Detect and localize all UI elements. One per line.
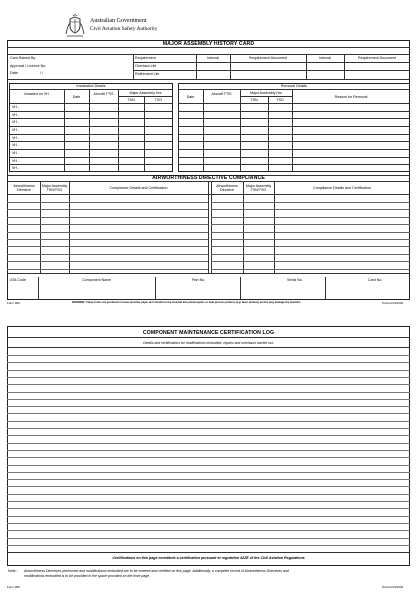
vh-row-label: VH - xyxy=(12,112,20,117)
log-ruled-line xyxy=(7,399,410,400)
part-no-label: Part No. xyxy=(192,278,206,282)
interval-label-1: Interval xyxy=(207,56,219,60)
vh-row-label: VH - xyxy=(12,158,20,163)
ad-row-divider xyxy=(211,239,410,240)
ad-row-divider xyxy=(7,261,208,262)
log-ruled-line xyxy=(7,355,410,356)
removal-details-label: Removal Details xyxy=(280,84,308,88)
log-ruled-line xyxy=(7,465,410,466)
card-raised-by-label: Card Raised By: xyxy=(10,56,37,60)
ad-row-divider xyxy=(7,232,208,233)
ad-compliance-title: AIRWORTHINESS DIRECTIVE COMPLIANCE xyxy=(152,174,265,181)
gov-logo xyxy=(64,14,174,40)
ad-row-divider xyxy=(7,239,208,240)
vh-row-label: VH - xyxy=(12,127,20,132)
commonwealth-coat-of-arms-icon xyxy=(64,14,86,38)
date-label: Date: xyxy=(10,71,19,75)
requirement-document-label-2: Requirement Document xyxy=(358,56,396,60)
log-ruled-line xyxy=(7,392,410,393)
ad-row-divider xyxy=(211,217,410,218)
agency-name: Civil Aviation Safety Authority xyxy=(90,26,158,32)
compliance-details-header-right: Compliance Details and Certification xyxy=(313,186,371,190)
removal-tsn-header: TSN xyxy=(250,98,258,102)
vh-row-divider xyxy=(178,111,410,112)
vh-row-divider xyxy=(9,141,173,142)
note-text-line-1: Airworthiness Directives performed and modifications embodied are to be entered and certified on this page. Additionally, a complete record of Airworthiness Directives and xyxy=(24,569,289,573)
component-name-label: Component Name xyxy=(82,278,112,282)
reason-for-removal-header: Reason for Removal xyxy=(334,95,368,99)
vh-row-divider xyxy=(9,134,173,135)
requirement-label: Requirement xyxy=(135,56,156,60)
approval-licence-label: Approval / Licence No: xyxy=(10,64,47,68)
ad-row-divider xyxy=(7,224,208,225)
log-ruled-line xyxy=(7,472,410,473)
overhaul-life-label: Overhaul Life xyxy=(135,64,157,68)
date-slashes: / / xyxy=(40,71,43,75)
vh-row-divider xyxy=(178,164,410,165)
log-ruled-line xyxy=(7,443,410,444)
warning-text: WARNING: These forms are produced on heat sensitive paper and should not be inserted into photocopiers or heat process printers (e.g. laser printers) as this may damage the machine xyxy=(72,301,301,304)
log-ruled-line xyxy=(7,479,410,480)
ad-row-divider xyxy=(211,232,410,233)
ad-row-divider xyxy=(7,246,208,247)
log-ruled-line xyxy=(7,457,410,458)
log-ruled-line xyxy=(7,362,410,363)
vh-row-divider xyxy=(9,149,173,150)
log-ruled-line xyxy=(7,450,410,451)
log-subtitle: Details and certifications for modifications embodied, repairs and overhauls carried out. xyxy=(143,341,274,345)
ad-row-divider xyxy=(211,254,410,255)
log-ruled-line xyxy=(7,545,410,546)
removal-ma-hrs-header: Major Assembly Hrs xyxy=(250,91,282,95)
log-ruled-line xyxy=(7,494,410,495)
log-ruled-line xyxy=(7,530,410,531)
installed-on-vh-header: Installed on VH xyxy=(24,92,49,96)
log-ruled-line xyxy=(7,435,410,436)
ad-header-left: Airworthiness Directive xyxy=(13,184,35,193)
ma-tsn-tso-header-left: Major Assembly TSN/TSO xyxy=(41,184,68,193)
log-ruled-line xyxy=(7,428,410,429)
certification-statement: Certifications on this page constitute a certification pursuant to regulation 42ZE of the Civil Aviation Regulations xyxy=(112,556,305,560)
ad-row-divider xyxy=(7,254,208,255)
back-form-number: Form 909 xyxy=(7,585,20,589)
note-label: Note: xyxy=(8,569,17,573)
install-tso-header: TSO xyxy=(154,98,163,102)
back-printed-date: Printed 04/2002 xyxy=(382,585,404,589)
log-ruled-line xyxy=(7,486,410,487)
note-text-line-2: modifications embodied is to be provided in the space provided on the front page. xyxy=(24,574,151,578)
ad-row-divider xyxy=(7,202,208,203)
log-ruled-line xyxy=(7,421,410,422)
vh-row-divider xyxy=(178,141,410,142)
vh-row-divider xyxy=(9,164,173,165)
ad-row-divider xyxy=(211,269,410,270)
ad-row-divider xyxy=(211,224,410,225)
install-aircraft-tis-header: Aircraft TTIS xyxy=(93,92,114,96)
log-ruled-line xyxy=(7,538,410,539)
ma-tsn-tso-header-right: Major Assembly TSN/TSO xyxy=(245,184,272,193)
vh-row-divider xyxy=(9,118,173,119)
vh-row-divider xyxy=(178,118,410,119)
log-ruled-line xyxy=(7,384,410,385)
log-ruled-line xyxy=(7,413,410,414)
ad-header-right: Airworthiness Directive xyxy=(216,184,238,193)
serial-no-label: Serial No. xyxy=(287,278,303,282)
ad-row-divider xyxy=(211,202,410,203)
ad-row-divider xyxy=(211,246,410,247)
ata-code-label: ATA Code xyxy=(10,278,26,282)
front-printed-date: Printed 04/2002 xyxy=(382,301,404,305)
vh-row-divider xyxy=(178,149,410,150)
vh-row-label: VH - xyxy=(12,143,20,148)
form-title: MAJOR ASSEMBLY HISTORY CARD xyxy=(162,40,255,47)
log-ruled-line xyxy=(7,501,410,502)
vh-row-label: VH - xyxy=(12,166,20,171)
ad-row-divider xyxy=(7,209,208,210)
ad-row-divider xyxy=(211,209,410,210)
ad-row-divider xyxy=(7,217,208,218)
installation-details-label: Installation Details xyxy=(76,84,106,88)
vh-row-divider xyxy=(178,126,410,127)
removal-date-header: Date xyxy=(186,95,195,99)
log-ruled-line xyxy=(7,508,410,509)
requirement-document-label-1: Requirement Document xyxy=(249,56,287,60)
ad-row-divider xyxy=(211,261,410,262)
removal-tso-header: TSO xyxy=(276,98,284,102)
interval-label-2: Interval xyxy=(319,56,331,60)
vh-row-label: VH - xyxy=(12,135,20,140)
vh-row-divider xyxy=(178,157,410,158)
install-tsn-header: TSN xyxy=(127,98,135,102)
removal-aircraft-tis-header: Aircraft TTIS xyxy=(211,92,232,96)
card-no-label: Card No. xyxy=(368,278,383,282)
gov-name: Australian Government xyxy=(90,18,147,24)
vh-row-label: VH - xyxy=(12,105,20,109)
vh-row-divider xyxy=(9,126,173,127)
front-form-number: Form 909 xyxy=(7,301,20,305)
log-ruled-line xyxy=(7,516,410,517)
compliance-details-header-left: Compliance Details and Certification xyxy=(109,186,168,190)
install-date-header: Date xyxy=(72,95,81,99)
log-title: COMPONENT MAINTENANCE CERTIFICATION LOG xyxy=(142,330,275,336)
ad-row-divider xyxy=(7,269,208,270)
vh-row-divider xyxy=(9,111,173,112)
vh-row-label: VH - xyxy=(12,150,20,155)
install-ma-hrs-header: Major Assembly Hrs xyxy=(129,91,162,95)
vh-row-label: VH - xyxy=(12,120,20,125)
retirement-life-label: Retirement Life xyxy=(135,72,160,76)
vh-row-divider xyxy=(9,157,173,158)
vh-row-divider xyxy=(178,134,410,135)
log-ruled-line xyxy=(7,377,410,378)
log-ruled-line xyxy=(7,406,410,407)
log-ruled-line xyxy=(7,370,410,371)
log-ruled-line xyxy=(7,523,410,524)
